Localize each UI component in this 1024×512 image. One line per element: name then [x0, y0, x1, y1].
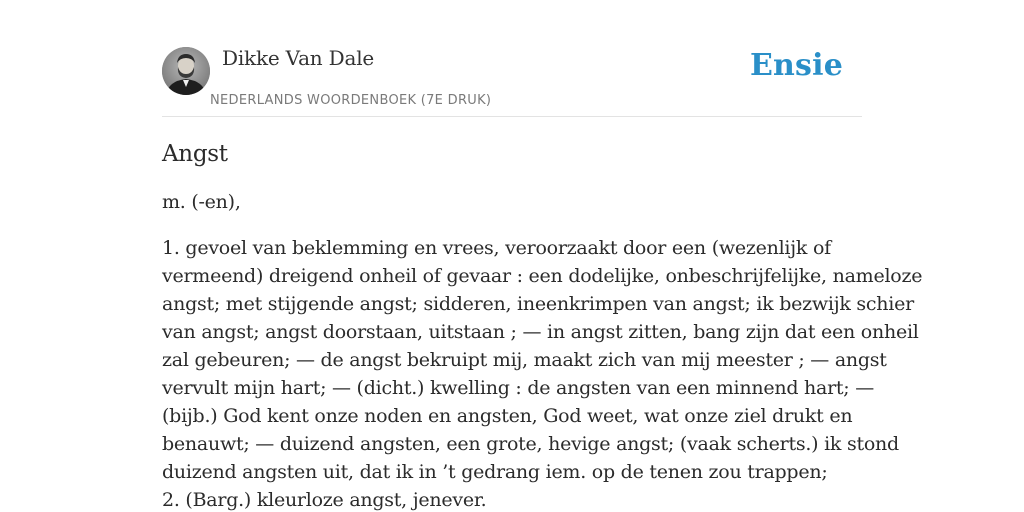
definition-line: zal gebeuren; — de angst bekruipt mij, maakt zich van mij meester ; — angst — [162, 349, 887, 371]
definition-line: van angst; angst doorstaan, uitstaan ; — in angst zitten, bang zijn dat een onheil — [162, 321, 919, 343]
definition-line: angst; met stijgende angst; sidderen, ineenkrimpen van angst; ik bezwijk schier — [162, 293, 914, 315]
entry-content — [162, 138, 923, 512]
author-avatar[interactable] — [162, 47, 210, 95]
grammar-info: m. (-en), — [162, 191, 241, 213]
entry-header — [162, 0, 862, 117]
definition-line: vervult mijn hart; — (dicht.) kwelling : de angsten van een minnend hart; — — [162, 377, 874, 399]
author-name[interactable]: Dikke Van Dale — [222, 46, 375, 70]
portrait-icon — [162, 47, 210, 95]
source-title[interactable]: NEDERLANDS WOORDENBOEK (7E DRUK) — [210, 93, 492, 108]
entry-title: Angst — [162, 141, 228, 167]
definition-line: benauwt; — duizend angsten, een grote, hevige angst; (vaak scherts.) ik stond — [162, 433, 899, 455]
definition-line: 1. gevoel van beklemming en vrees, veroorzaakt door een (wezenlijk of — [162, 237, 831, 259]
definition-line: (bijb.) God kent onze noden en angsten, God weet, wat onze ziel drukt en — [162, 405, 853, 427]
ensie-logo-link[interactable]: Ensie — [749, 48, 843, 83]
definition-text — [162, 234, 923, 512]
definition-line: 2. (Barg.) kleurloze angst, jenever. — [162, 489, 487, 511]
definition-line: vermeend) dreigend onheil of gevaar : een dodelijke, onbeschrijfelijke, nameloze — [162, 265, 923, 287]
definition-line: duizend angsten uit, dat ik in ’t gedrang iem. op de tenen zou trappen; — [162, 461, 828, 483]
